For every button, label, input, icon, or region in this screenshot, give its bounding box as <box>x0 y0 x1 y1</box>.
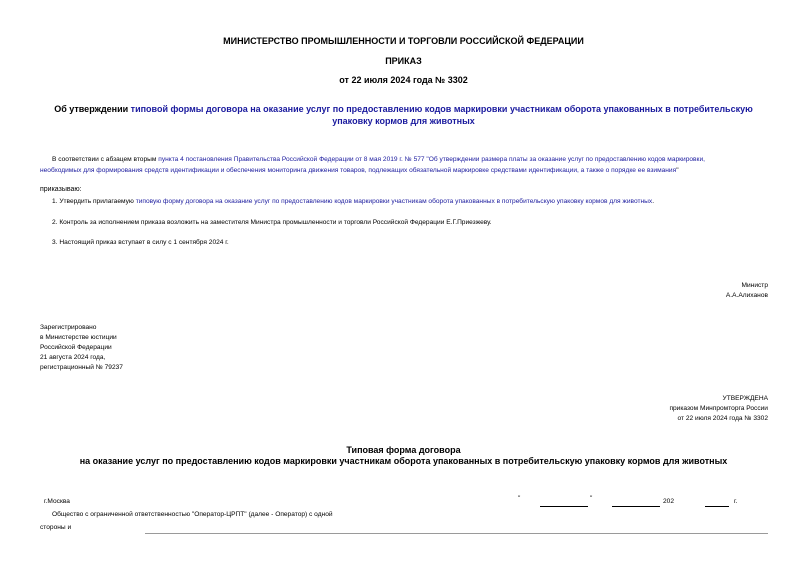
title-form-link[interactable]: типовой формы договора на оказание услуг по предоставлению кодов маркировки участникам оборота упакованных в потребительскую <box>130 104 753 114</box>
registration-line1: Зарегистрировано <box>40 324 97 331</box>
order-date: от 22 июля 2024 года № 3302 <box>339 75 468 85</box>
registration-line3: Российской Федерации <box>40 344 112 351</box>
date-quote-close: " <box>590 495 593 502</box>
party-line: Общество с ограниченной ответственностью "Оператор-ЦРПТ" (далее - Оператор) с одной <box>52 511 333 518</box>
preamble-intro: В соответствии с абзацем вторым <box>52 156 159 163</box>
item-1-suffix: . <box>652 198 655 205</box>
title-form-link-line2[interactable]: упаковку кормов для животных <box>332 116 475 126</box>
preamble-decree-link-cont[interactable]: необходимых для формирования средств идентификации и обеспечения мониторинга движения товаров, подлежащих обязательной маркировке средствами идентификации, а также о порядке ее взимания <box>40 167 677 174</box>
preamble-line1 <box>52 155 705 165</box>
signature-position: Министр <box>741 282 768 289</box>
party-fill-line[interactable] <box>145 533 768 534</box>
preamble-line2 <box>40 166 679 176</box>
preamble-tail: " <box>676 167 679 174</box>
form-subtitle: на оказание услуг по предоставлению кодов маркировки участникам оборота упакованных в потребительскую упаковку кормов для животных <box>79 456 728 466</box>
contract-city: г.Москва <box>44 498 70 505</box>
item-1-form-link[interactable]: типовую форму договора на оказание услуг по предоставлению кодов маркировки участникам оборота упакованных в потребительскую упаковку кормов для животных <box>135 198 653 205</box>
registration-line2: в Министерстве юстиции <box>40 334 117 341</box>
item-1-prefix: 1. Утвердить прилагаемую <box>52 198 136 205</box>
order-label: ПРИКАЗ <box>385 56 422 66</box>
approval-line2: приказом Минпромторга России <box>669 405 768 412</box>
preamble-decree-link[interactable]: пункта 4 постановления Правительства Российской Федерации от 8 мая 2019 г. № 577 "Об утверждении размера платы за оказание услуг по предоставлению кодов маркировки, <box>158 156 705 163</box>
title-prefix: Об утверждении <box>54 104 131 114</box>
ministry-heading: МИНИСТЕРСТВО ПРОМЫШЛЕННОСТИ И ТОРГОВЛИ РОССИЙСКОЙ ФЕДЕРАЦИИ <box>223 36 584 46</box>
year-suffix: г. <box>734 498 738 505</box>
approval-line1: УТВЕРЖДЕНА <box>722 395 768 402</box>
form-title: Типовая форма договора <box>346 445 461 455</box>
orders-word: приказываю: <box>40 186 82 193</box>
registration-line4: 21 августа 2024 года, <box>40 354 106 361</box>
registration-line5: регистрационный № 79237 <box>40 364 123 371</box>
month-blank[interactable] <box>612 498 660 507</box>
signature-name: А.А.Алиханов <box>725 292 768 299</box>
item-3: 3. Настоящий приказ вступает в силу с 1 сентября 2024 г. <box>52 239 229 246</box>
approval-line3: от 22 июля 2024 года № 3302 <box>677 415 768 422</box>
day-blank[interactable] <box>540 498 588 507</box>
item-1 <box>52 197 654 207</box>
party-line-2: стороны и <box>40 524 72 531</box>
item-2: 2. Контроль за исполнением приказа возложить на заместителя Министра промышленности и торговли Российской Федерации Е.Г.Приезжеву. <box>52 219 492 226</box>
order-title-line1 <box>0 104 807 114</box>
year-blank[interactable] <box>705 498 729 507</box>
year-prefix: 202 <box>663 498 675 505</box>
date-quote-open: " <box>518 495 521 502</box>
